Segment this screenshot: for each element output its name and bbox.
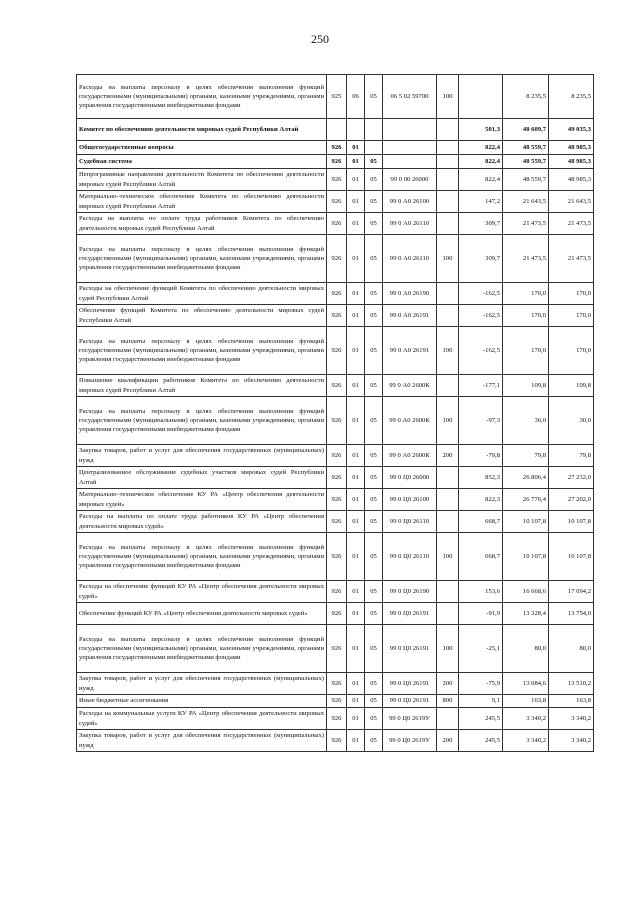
- section-code: 01: [347, 235, 365, 283]
- amount-year-2: 27 232,0: [549, 467, 594, 489]
- amount-year-1: 30,0: [503, 397, 549, 445]
- target-article: 99 0 А0 2600К: [383, 397, 437, 445]
- amount-year-2: 27 202,0: [549, 489, 594, 511]
- expense-type: 200: [437, 673, 459, 695]
- table-row: [77, 119, 594, 141]
- section-code: 01: [347, 603, 365, 625]
- target-article: 99 0 Ц0 26100: [383, 489, 437, 511]
- expense-type: 100: [437, 327, 459, 375]
- target-article: 99 0 Ц0 26191: [383, 603, 437, 625]
- expense-type: 100: [437, 533, 459, 581]
- amount-change: 822,4: [459, 169, 503, 191]
- amount-change: 501,3: [459, 119, 503, 141]
- amount-year-2: 48 985,3: [549, 155, 594, 169]
- subsection-code: 05: [365, 708, 383, 730]
- section-code: 01: [347, 305, 365, 327]
- section-code: 01: [347, 191, 365, 213]
- amount-year-2: 21 473,5: [549, 213, 594, 235]
- section-code: 01: [347, 673, 365, 695]
- target-article: [383, 119, 437, 141]
- table-body: [77, 75, 594, 752]
- amount-year-2: 21 643,5: [549, 191, 594, 213]
- amount-year-2: 48 985,3: [549, 169, 594, 191]
- row-name: Закупка товаров, работ и услуг для обеспечения государственных (муниципальных) нужд: [77, 730, 327, 752]
- subsection-code: 05: [365, 397, 383, 445]
- section-code: 01: [347, 283, 365, 305]
- amount-year-2: 30,0: [549, 397, 594, 445]
- expense-type: [437, 489, 459, 511]
- target-article: 99 0 А0 26191: [383, 327, 437, 375]
- amount-change: -97,3: [459, 397, 503, 445]
- ved-code: 926: [327, 625, 347, 673]
- amount-year-1: 13 328,4: [503, 603, 549, 625]
- section-code: 01: [347, 169, 365, 191]
- amount-change: 822,3: [459, 489, 503, 511]
- table-row: [77, 213, 594, 235]
- amount-year-1: 21 643,5: [503, 191, 549, 213]
- ved-code: 926: [327, 169, 347, 191]
- row-name: Расходы на выплаты персоналу в целях обеспечения выполнения функций государственными (муниципальными) органами, казенными учреждениями, органами управления государственными внебюджетными фондами: [77, 235, 327, 283]
- ved-code: 926: [327, 155, 347, 169]
- subsection-code: 05: [365, 327, 383, 375]
- amount-year-1: 21 473,5: [503, 213, 549, 235]
- amount-year-2: 109,8: [549, 375, 594, 397]
- section-code: 01: [347, 489, 365, 511]
- row-name: Обеспечение функций КУ РА «Центр обеспечения деятельности мировых судей»: [77, 603, 327, 625]
- target-article: 99 0 Ц0 26190: [383, 581, 437, 603]
- ved-code: 926: [327, 603, 347, 625]
- subsection-code: 05: [365, 625, 383, 673]
- row-name: Повышение квалификации работников Комитета по обеспечению деятельности мировых судей Республики Алтай: [77, 375, 327, 397]
- amount-change: -177,1: [459, 375, 503, 397]
- amount-year-1: 48 559,7: [503, 169, 549, 191]
- row-name: Непрограммные направления деятельности Комитета по обеспечению деятельности мировых судей Республики Алтай: [77, 169, 327, 191]
- amount-change: 668,7: [459, 533, 503, 581]
- row-name: Расходы на выплаты персоналу в целях обеспечения выполнения функций государственными (муниципальными) органами, казенными учреждениями, органами управления государственными внебюджетными фондами: [77, 397, 327, 445]
- table-row: [77, 489, 594, 511]
- table-row: [77, 603, 594, 625]
- subsection-code: 05: [365, 603, 383, 625]
- amount-year-2: 13 754,0: [549, 603, 594, 625]
- table-row: [77, 75, 594, 119]
- amount-change: 822,4: [459, 141, 503, 155]
- amount-year-1: 80,0: [503, 625, 549, 673]
- ved-code: 926: [327, 235, 347, 283]
- section-code: 01: [347, 730, 365, 752]
- amount-year-1: 79,8: [503, 445, 549, 467]
- table-row: [77, 155, 594, 169]
- expense-type: 200: [437, 445, 459, 467]
- section-code: 01: [347, 695, 365, 708]
- target-article: 99 0 А0 2600К: [383, 375, 437, 397]
- target-article: [383, 155, 437, 169]
- ved-code: 926: [327, 708, 347, 730]
- amount-change: -162,5: [459, 327, 503, 375]
- amount-change: -79,8: [459, 445, 503, 467]
- subsection-code: 05: [365, 235, 383, 283]
- table-row: [77, 467, 594, 489]
- ved-code: 926: [327, 489, 347, 511]
- amount-change: 147,2: [459, 191, 503, 213]
- amount-change: 9,1: [459, 695, 503, 708]
- amount-year-1: 10 107,8: [503, 511, 549, 533]
- ved-code: 926: [327, 581, 347, 603]
- amount-year-1: 170,0: [503, 327, 549, 375]
- amount-year-1: 170,0: [503, 305, 549, 327]
- amount-change: [459, 75, 503, 119]
- expense-type: [437, 603, 459, 625]
- amount-year-2: 10 107,8: [549, 511, 594, 533]
- ved-code: 926: [327, 445, 347, 467]
- table-row: [77, 305, 594, 327]
- section-code: 01: [347, 397, 365, 445]
- target-article: 99 0 Ц0 26000: [383, 467, 437, 489]
- ved-code: 926: [327, 141, 347, 155]
- table-row: [77, 191, 594, 213]
- amount-year-1: 48 559,7: [503, 141, 549, 155]
- target-article: 99 0 Ц0 26191: [383, 625, 437, 673]
- amount-change: 822,4: [459, 155, 503, 169]
- amount-year-1: 26 806,4: [503, 467, 549, 489]
- amount-change: -162,5: [459, 305, 503, 327]
- amount-year-1: 16 668,6: [503, 581, 549, 603]
- page-number: 250: [311, 32, 329, 46]
- amount-year-2: 170,0: [549, 283, 594, 305]
- target-article: 99 0 А0 2600К: [383, 445, 437, 467]
- table-row: [77, 235, 594, 283]
- expense-type: [437, 283, 459, 305]
- table-row: [77, 730, 594, 752]
- table-row: [77, 708, 594, 730]
- amount-year-1: 163,8: [503, 695, 549, 708]
- target-article: 99 0 А0 26100: [383, 191, 437, 213]
- amount-change: 309,7: [459, 235, 503, 283]
- amount-change: 245,5: [459, 730, 503, 752]
- target-article: 99 0 00 26000: [383, 169, 437, 191]
- amount-year-2: 3 340,2: [549, 708, 594, 730]
- table-row: [77, 581, 594, 603]
- section-code: 01: [347, 533, 365, 581]
- amount-year-1: 3 340,2: [503, 730, 549, 752]
- amount-year-2: 13 510,2: [549, 673, 594, 695]
- subsection-code: 05: [365, 489, 383, 511]
- table-row: [77, 141, 594, 155]
- row-name: Иные бюджетные ассигнования: [77, 695, 327, 708]
- expense-type: [437, 119, 459, 141]
- table-row: [77, 533, 594, 581]
- target-article: 99 0 А0 26110: [383, 235, 437, 283]
- ved-code: 926: [327, 673, 347, 695]
- table-row: [77, 327, 594, 375]
- amount-year-1: 10 107,8: [503, 533, 549, 581]
- row-name: Комитет по обеспечению деятельности мировых судей Республики Алтай: [77, 119, 327, 141]
- row-name: Расходы на выплаты персоналу в целях обеспечения выполнения функций государственными (муниципальными) органами, казенными учреждениями, органами управления государственными внебюджетными фондами: [77, 625, 327, 673]
- amount-year-1: 48 609,7: [503, 119, 549, 141]
- row-name: Расходы на коммунальные услуги КУ РА «Центр обеспечения деятельности мировых судей»: [77, 708, 327, 730]
- row-name: Расходы на обеспечение функций Комитета по обеспечению деятельности мировых судей Республики Алтай: [77, 283, 327, 305]
- ved-code: 926: [327, 213, 347, 235]
- amount-year-2: 21 473,5: [549, 235, 594, 283]
- subsection-code: 05: [365, 445, 383, 467]
- row-name: Закупка товаров, работ и услуг для обеспечения государственных (муниципальных) нужд: [77, 445, 327, 467]
- ved-code: 926: [327, 467, 347, 489]
- amount-year-2: 3 340,2: [549, 730, 594, 752]
- amount-year-1: 26 776,4: [503, 489, 549, 511]
- ved-code: 926: [327, 730, 347, 752]
- amount-change: 668,7: [459, 511, 503, 533]
- target-article: 99 0 Ц0 2619У: [383, 730, 437, 752]
- expense-type: [437, 581, 459, 603]
- expense-type: [437, 169, 459, 191]
- row-name: Закупка товаров, работ и услуг для обеспечения государственных (муниципальных) нужд: [77, 673, 327, 695]
- amount-change: -162,5: [459, 283, 503, 305]
- section-code: 01: [347, 327, 365, 375]
- subsection-code: 05: [365, 213, 383, 235]
- amount-year-2: 48 985,3: [549, 141, 594, 155]
- ved-code: 926: [327, 533, 347, 581]
- row-name: Обеспечение функций Комитета по обеспечению деятельности мировых судей Республики Алтай: [77, 305, 327, 327]
- subsection-code: 05: [365, 155, 383, 169]
- row-name: Централизованное обслуживание судебных участков мировых судей Республики Алтай: [77, 467, 327, 489]
- row-name: Расходы на выплаты персоналу в целях обеспечения выполнения функций государственными (муниципальными) органами, казенными учреждениями, органами управления государственными внебюджетными фондами: [77, 327, 327, 375]
- table-row: [77, 169, 594, 191]
- expense-type: [437, 213, 459, 235]
- amount-change: 245,5: [459, 708, 503, 730]
- budget-table: [76, 74, 594, 752]
- target-article: 99 0 Ц0 26191: [383, 695, 437, 708]
- target-article: 99 0 А0 26110: [383, 213, 437, 235]
- amount-year-2: 163,8: [549, 695, 594, 708]
- expense-type: 100: [437, 75, 459, 119]
- table-row: [77, 375, 594, 397]
- expense-type: [437, 467, 459, 489]
- table-row: [77, 283, 594, 305]
- amount-change: 309,7: [459, 213, 503, 235]
- amount-year-2: 170,0: [549, 327, 594, 375]
- table-row: [77, 397, 594, 445]
- ved-code: 926: [327, 397, 347, 445]
- expense-type: [437, 511, 459, 533]
- subsection-code: 05: [365, 283, 383, 305]
- amount-year-1: 109,8: [503, 375, 549, 397]
- subsection-code: 05: [365, 75, 383, 119]
- section-code: 01: [347, 467, 365, 489]
- expense-type: 800: [437, 695, 459, 708]
- amount-year-2: 10 107,8: [549, 533, 594, 581]
- target-article: 99 0 А0 26191: [383, 305, 437, 327]
- table-row: [77, 445, 594, 467]
- row-name: Материально–техническое обеспечение КУ РА «Центр обеспечения деятельности мировых судей»: [77, 489, 327, 511]
- row-name: Судебная система: [77, 155, 327, 169]
- amount-year-1: 8 235,5: [503, 75, 549, 119]
- target-article: 99 0 Ц0 2619У: [383, 708, 437, 730]
- row-name: Расходы на выплаты по оплате труда работников КУ РА «Центр обеспечения деятельности мировых судей»: [77, 511, 327, 533]
- row-name: Расходы на обеспечение функций КУ РА «Центр обеспечения деятельности мировых судей»: [77, 581, 327, 603]
- row-name: Расходы на выплаты персоналу в целях обеспечения выполнения функций государственными (муниципальными) органами, казенными учреждениями, органами управления государственными внебюджетными фондами: [77, 75, 327, 119]
- target-article: 06 5 02 59700: [383, 75, 437, 119]
- expense-type: 100: [437, 235, 459, 283]
- expense-type: [437, 191, 459, 213]
- amount-year-2: 8 235,5: [549, 75, 594, 119]
- subsection-code: 05: [365, 375, 383, 397]
- amount-change: 153,6: [459, 581, 503, 603]
- section-code: 01: [347, 708, 365, 730]
- amount-year-1: 3 340,2: [503, 708, 549, 730]
- table-row: [77, 511, 594, 533]
- row-name: Материально–техническое обеспечение Комитета по обеспечению деятельности мировых судей Республики Алтай: [77, 191, 327, 213]
- expense-type: [437, 305, 459, 327]
- section-code: 06: [347, 75, 365, 119]
- target-article: 99 0 А0 26190: [383, 283, 437, 305]
- section-code: 01: [347, 581, 365, 603]
- target-article: 99 0 Ц0 26191: [383, 673, 437, 695]
- table-row: [77, 695, 594, 708]
- row-name: Общегосударственные вопросы: [77, 141, 327, 155]
- ved-code: 926: [327, 695, 347, 708]
- subsection-code: 05: [365, 533, 383, 581]
- subsection-code: 05: [365, 695, 383, 708]
- subsection-code: 05: [365, 305, 383, 327]
- section-code: 01: [347, 511, 365, 533]
- amount-year-1: 21 473,5: [503, 235, 549, 283]
- target-article: 99 0 Ц0 26110: [383, 533, 437, 581]
- section-code: 01: [347, 213, 365, 235]
- ved-code: [327, 119, 347, 141]
- ved-code: 926: [327, 327, 347, 375]
- target-article: [383, 141, 437, 155]
- expense-type: 100: [437, 625, 459, 673]
- amount-year-2: 80,0: [549, 625, 594, 673]
- subsection-code: 05: [365, 581, 383, 603]
- expense-type: 200: [437, 730, 459, 752]
- amount-year-2: 79,8: [549, 445, 594, 467]
- ved-code: 926: [327, 283, 347, 305]
- ved-code: 925: [327, 75, 347, 119]
- expense-type: [437, 155, 459, 169]
- ved-code: 926: [327, 511, 347, 533]
- amount-change: -91,9: [459, 603, 503, 625]
- amount-change: 852,3: [459, 467, 503, 489]
- amount-year-2: 170,0: [549, 305, 594, 327]
- amount-year-1: 48 559,7: [503, 155, 549, 169]
- amount-year-2: 49 035,3: [549, 119, 594, 141]
- amount-year-1: 170,0: [503, 283, 549, 305]
- row-name: Расходы на выплаты по оплате труда работников Комитета по обеспечению деятельности мировых судей Республики Алтай: [77, 213, 327, 235]
- subsection-code: 05: [365, 467, 383, 489]
- subsection-code: 05: [365, 673, 383, 695]
- amount-year-1: 13 084,6: [503, 673, 549, 695]
- table-row: [77, 673, 594, 695]
- section-code: 01: [347, 625, 365, 673]
- section-code: 01: [347, 375, 365, 397]
- section-code: 01: [347, 141, 365, 155]
- subsection-code: 05: [365, 730, 383, 752]
- expense-type: [437, 375, 459, 397]
- subsection-code: [365, 141, 383, 155]
- amount-year-2: 17 094,2: [549, 581, 594, 603]
- subsection-code: [365, 119, 383, 141]
- section-code: 01: [347, 445, 365, 467]
- ved-code: 926: [327, 375, 347, 397]
- table-row: [77, 625, 594, 673]
- expense-type: [437, 141, 459, 155]
- ved-code: 926: [327, 191, 347, 213]
- subsection-code: 05: [365, 169, 383, 191]
- subsection-code: 05: [365, 511, 383, 533]
- amount-change: -75,9: [459, 673, 503, 695]
- expense-type: 100: [437, 397, 459, 445]
- subsection-code: 05: [365, 191, 383, 213]
- target-article: 99 0 Ц0 26110: [383, 511, 437, 533]
- section-code: 01: [347, 155, 365, 169]
- section-code: [347, 119, 365, 141]
- expense-type: [437, 708, 459, 730]
- ved-code: 926: [327, 305, 347, 327]
- amount-change: -25,1: [459, 625, 503, 673]
- row-name: Расходы на выплаты персоналу в целях обеспечения выполнения функций государственными (муниципальными) органами, казенными учреждениями, органами управления государственными внебюджетными фондами: [77, 533, 327, 581]
